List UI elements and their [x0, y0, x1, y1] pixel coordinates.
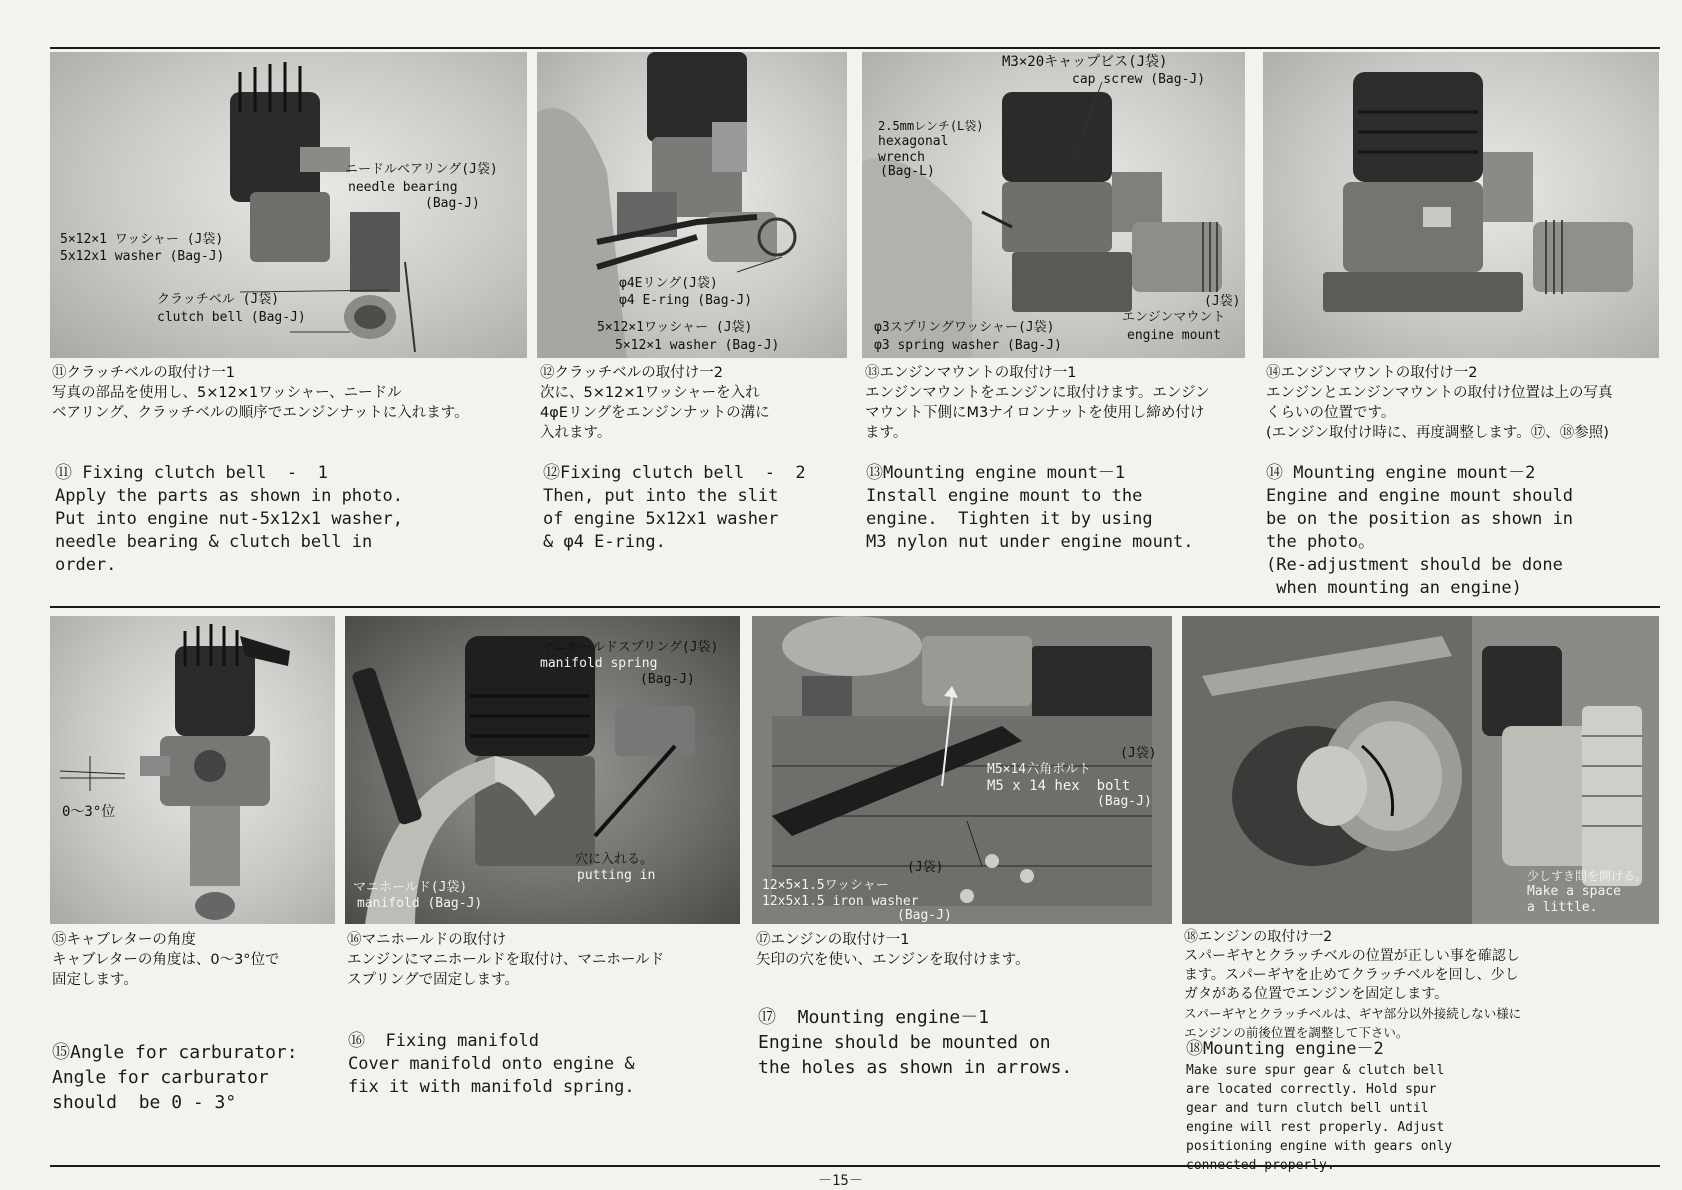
step-15-en-line: should be 0 - 3° [52, 1092, 237, 1113]
label-hex-bolt-en: M5 x 14 hex bolt [987, 778, 1131, 794]
step-11-en-line: needle bearing & clutch bell in [55, 532, 373, 552]
label-cap-screw-jp: M3×20キャップビス(J袋) [1002, 54, 1168, 70]
photo-clutch-bell-1 [50, 52, 527, 358]
step-18-jp-caption [1184, 928, 1664, 1042]
step-12-jp-line: 次に、5×12×1ワッシャーを入れ [540, 385, 760, 401]
label-washer-en: 5x12x1 washer (Bag-J) [60, 249, 225, 264]
step-11-en-line: Apply the parts as shown in photo. [55, 486, 403, 506]
step-18-en-line: engine will rest properly. Adjust [1186, 1120, 1445, 1135]
label-space-en1: Make a space [1527, 884, 1621, 899]
label-washer-jp: 5×12×1 ワッシャー (J袋) [60, 232, 224, 247]
label-hex-bolt-jp: M5×14六角ボルト [987, 762, 1092, 777]
step-14-jp-line: くらいの位置です。 [1266, 405, 1396, 421]
label-spring-washer-en: φ3 spring washer (Bag-J) [874, 338, 1062, 353]
label-wrench-bag: (Bag-L) [880, 164, 935, 179]
label-angle: 0～3°位 [62, 804, 116, 820]
step-11-jp-line: ベアリング、クラッチベルの順序でエンジンナットに入れます。 [52, 405, 469, 421]
label-washer2-en: 5×12×1 washer (Bag-J) [615, 338, 780, 353]
step-18-jp-line: スパーギヤとクラッチベルの位置が正しい事を確認し [1184, 948, 1520, 964]
label-iron-washer-jp: 12×5×1.5ワッシャー [762, 878, 889, 893]
label-manifold-spring-bag: (Bag-J) [640, 672, 695, 687]
step-16-en-line: fix it with manifold spring. [348, 1077, 635, 1097]
label-manifold-spring-en: manifold spring [540, 656, 658, 671]
step-12-jp-line: 4φEリングをエンジンナットの溝に [540, 405, 770, 421]
step-14-en-line: Engine and engine mount should [1266, 486, 1574, 506]
step-16-jp-caption [347, 930, 747, 990]
step-11-en-caption [55, 462, 403, 577]
step-12-jp-line: 入れます。 [540, 425, 612, 441]
step-11-jp-caption [52, 363, 532, 423]
step-15-jp-line: 固定します。 [52, 972, 138, 988]
step-15-en-caption [52, 1040, 298, 1115]
step-12-en-line: of engine 5x12x1 washer [543, 509, 779, 529]
label-needle-bearing-bag: (Bag-J) [425, 196, 480, 211]
step-13-en-line: M3 nylon nut under engine mount. [866, 532, 1194, 552]
step-16-jp-title: ⑯マニホールドの取付け [347, 932, 507, 948]
step-18-en-line: are located correctly. Hold spur [1186, 1082, 1437, 1097]
label-e-ring-en: φ4 E-ring (Bag-J) [619, 293, 753, 308]
label-manifold-en: manifold (Bag-J) [357, 896, 483, 911]
label-hex-bolt-bag-jp: (J袋) [1120, 746, 1157, 761]
label-cap-screw-en: cap screw (Bag-J) [1072, 72, 1206, 87]
step-18-jp-line: ます。スパーギヤを止めてクラッチベルを回し、少し [1184, 967, 1519, 983]
step-15-jp-caption [52, 930, 337, 990]
step-18-jp-title: ⑱エンジンの取付け一2 [1184, 929, 1333, 945]
step-18-en-line: Make sure spur gear & clutch bell [1186, 1063, 1445, 1078]
label-manifold-jp: マニホールド(J袋) [353, 880, 468, 895]
step-14-jp-title: ⑭エンジンマウントの取付け一2 [1266, 365, 1478, 381]
step-16-jp-line: エンジンにマニホールドを取付け、マニホールド [347, 952, 665, 968]
label-iron-washer-bag-jp: (J袋) [907, 860, 944, 875]
step-14-jp-line: エンジンとエンジンマウントの取付け位置は上の写真 [1266, 385, 1613, 401]
step-12-en-line: Then, put into the slit [543, 486, 779, 506]
step-12-jp-title: ⑫クラッチベルの取付け一2 [540, 365, 723, 381]
step-18-en-line: connected properly. [1186, 1158, 1335, 1173]
step-18-en-line: gear and turn clutch bell until [1186, 1101, 1429, 1116]
step-17-en-line: Engine should be mounted on [758, 1032, 1051, 1053]
label-needle-bearing-jp: ニードルベアリング(J袋) [345, 162, 498, 177]
step-16-en-title: ⑯ Fixing manifold [348, 1031, 539, 1051]
label-wrench-en2: wrench [878, 150, 925, 165]
label-spring-washer-jp: φ3スプリングワッシャー(J袋) [874, 320, 1055, 335]
label-space-en2: a little. [1527, 900, 1598, 915]
step-13-en-line: Install engine mount to the [866, 486, 1143, 506]
step-12-en-title: ⑫Fixing clutch bell - 2 [543, 463, 806, 483]
photo-mounting-engine-1 [752, 616, 1172, 924]
label-space-jp: 少しすき間を開ける。 [1527, 869, 1648, 883]
step-18-jp-note: エンジンの前後位置を調整して下さい。 [1184, 1025, 1409, 1040]
step-13-jp-title: ⑬エンジンマウントの取付け一1 [865, 365, 1077, 381]
middle-rule [50, 606, 1660, 608]
step-15-en-line: Angle for carburator [52, 1067, 269, 1088]
step-17-en-title: ⑰ Mounting engine－1 [758, 1007, 990, 1028]
step-13-jp-line: マウント下側にM3ナイロンナットを使用し締め付け [865, 405, 1205, 421]
page-number: －15－ [818, 1173, 863, 1189]
label-clutch-bell-en: clutch bell (Bag-J) [157, 310, 306, 325]
step-15-en-title: ⑮Angle for carburator: [52, 1042, 298, 1063]
step-14-en-line: when mounting an engine) [1266, 578, 1522, 598]
label-needle-bearing-en: needle bearing [348, 180, 458, 195]
step-17-jp-line: 矢印の穴を使い、エンジンを取付けます。 [756, 952, 1030, 968]
step-12-en-caption [543, 462, 806, 554]
step-12-jp-caption [540, 363, 850, 443]
step-14-en-line: be on the position as shown in [1266, 509, 1574, 529]
step-18-en-line: positioning engine with gears only [1186, 1139, 1453, 1154]
label-mount-bag: (J袋) [1204, 294, 1241, 309]
step-14-en-caption [1266, 462, 1573, 600]
step-18-en-title: ⑱Mounting engine－2 [1186, 1039, 1384, 1059]
step-15-jp-line: キャブレターの角度は、0～3°位で [52, 952, 280, 968]
step-14-en-title: ⑭ Mounting engine mount－2 [1266, 463, 1536, 483]
label-iron-washer-en: 12x5x1.5 iron washer [762, 894, 919, 909]
label-e-ring-jp: φ4Eリング(J袋) [619, 276, 718, 291]
step-18-jp-line: ガタがある位置でエンジンを固定します。 [1184, 986, 1449, 1002]
step-16-en-caption [348, 1030, 635, 1099]
top-rule [50, 47, 1660, 49]
photo-engine-mount-1 [862, 52, 1245, 358]
step-13-en-caption [866, 462, 1194, 554]
photo-clutch-bell-2 [537, 52, 847, 358]
label-washer2-jp: 5×12×1ワッシャー (J袋) [597, 320, 753, 335]
label-hex-bolt-bag: (Bag-J) [1097, 794, 1152, 809]
step-13-jp-caption [865, 363, 1260, 443]
step-11-en-title: ⑪ Fixing clutch bell - 1 [55, 463, 328, 483]
step-16-en-line: Cover manifold onto engine & [348, 1054, 635, 1074]
step-13-en-title: ⑬Mounting engine mount－1 [866, 463, 1126, 483]
step-11-en-line: order. [55, 555, 117, 575]
photo-mounting-engine-2 [1182, 616, 1659, 924]
step-11-jp-title: ⑪クラッチベルの取付け一1 [52, 365, 235, 381]
step-18-en-caption [1186, 1038, 1452, 1175]
step-17-en-line: the holes as shown in arrows. [758, 1057, 1073, 1078]
step-13-en-line: engine. Tighten it by using [866, 509, 1153, 529]
step-17-jp-title: ⑰エンジンの取付け一1 [756, 932, 910, 948]
step-11-jp-line: 写真の部品を使用し、5×12×1ワッシャー、ニードル [52, 385, 402, 401]
step-13-jp-line: ます。 [865, 425, 908, 441]
step-15-jp-title: ⑮キャブレターの角度 [52, 932, 196, 948]
label-mount-jp: エンジンマウント [1122, 310, 1226, 325]
label-putting-in-en: putting in [577, 868, 656, 883]
label-wrench-jp: 2.5mmレンチ(L袋) [878, 119, 984, 133]
label-iron-washer-bag: (Bag-J) [897, 908, 952, 923]
step-17-jp-caption [756, 930, 1176, 970]
label-putting-in-jp: 穴に入れる。 [575, 852, 654, 867]
label-manifold-spring-jp: マニホールドスプリング(J袋) [540, 640, 719, 655]
label-mount-en: engine mount [1127, 328, 1221, 343]
label-wrench-en1: hexagonal [878, 134, 949, 149]
step-14-en-line: the photo。 [1266, 532, 1376, 552]
photo-engine-mount-2 [1263, 52, 1659, 358]
step-13-jp-line: エンジンマウントをエンジンに取付けます。エンジン [865, 385, 1210, 401]
step-14-jp-line: (エンジン取付け時に、再度調整します。⑰、⑱参照) [1266, 425, 1609, 441]
step-14-jp-caption [1266, 363, 1666, 443]
step-12-en-line: & φ4 E-ring. [543, 532, 666, 552]
label-clutch-bell-jp: クラッチベル (J袋) [157, 292, 280, 307]
step-17-en-caption [758, 1005, 1072, 1080]
photo-carburator-angle [50, 616, 335, 924]
step-14-en-line: (Re-adjustment should be done [1266, 555, 1563, 575]
step-18-jp-note: スパーギヤとクラッチベルは、ギヤ部分以外接続しない様に [1184, 1006, 1522, 1021]
photo-manifold [345, 616, 740, 924]
step-11-en-line: Put into engine nut-5x12x1 washer, [55, 509, 403, 529]
step-16-jp-line: スプリングで固定します。 [347, 972, 519, 988]
